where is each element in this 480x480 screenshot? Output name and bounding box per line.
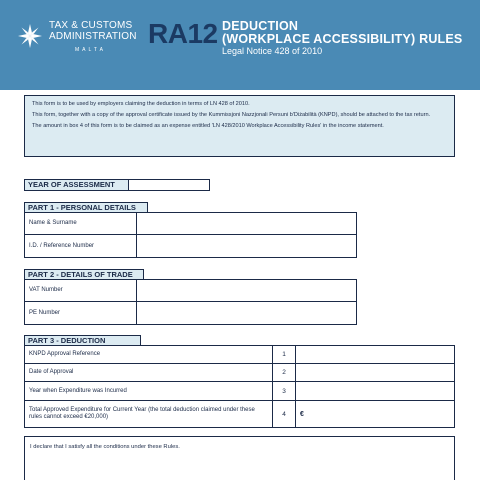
date-of-approval-label: Date of Approval [29, 369, 74, 375]
form-title-line-1: DEDUCTION [222, 19, 299, 33]
vat-number-field[interactable] [136, 280, 356, 301]
knpd-approval-reference-label: KNPD Approval Reference [29, 351, 101, 357]
vat-number-label: VAT Number [29, 287, 63, 293]
pe-number-label: PE Number [29, 309, 61, 316]
year-expenditure-field[interactable] [296, 382, 454, 400]
date-of-approval-field[interactable] [296, 364, 454, 381]
instruction-2: This form, together with a copy of the approval certificate issued by the Kummissjoni Nazzjonali Persuni b'Diżabilità (KNPD), should be attached to the tax return. [32, 112, 431, 118]
instruction-3: The amount in box 4 of this form is to be claimed as an expense entitled 'LN 428/2010 Workplace Accessibility Rules' in the income statement. [32, 123, 384, 129]
part-2-heading: PART 2 - DETAILS OF TRADE [24, 269, 144, 280]
box-3-number: 3 [272, 382, 296, 400]
table-row [25, 302, 356, 324]
total-expenditure-field[interactable]: € [300, 410, 304, 418]
table-row [25, 235, 356, 257]
table-row [25, 213, 356, 235]
form-subtitle: Legal Notice 428 of 2010 [222, 46, 323, 56]
box-4-number: 4 [272, 401, 296, 427]
name-surname-field[interactable] [136, 213, 356, 234]
org-line-3: MALTA [75, 47, 106, 53]
year-of-assessment-label: YEAR OF ASSESSMENT [24, 179, 129, 191]
box-2-number: 2 [272, 364, 296, 381]
table-row [25, 364, 454, 382]
form-title-line-2: (WORKPLACE ACCESSIBILITY) RULES [222, 32, 463, 46]
org-line-1: TAX & CUSTOMS [49, 20, 133, 31]
declaration-box [24, 436, 455, 480]
id-reference-field[interactable] [136, 235, 356, 257]
personal-details-table [24, 212, 357, 258]
knpd-approval-reference-field[interactable] [296, 346, 454, 363]
table-row [25, 382, 454, 401]
year-expenditure-label: Year when Expenditure was Incurred [29, 387, 127, 394]
org-line-2: ADMINISTRATION [49, 31, 137, 42]
pe-number-field[interactable] [136, 302, 356, 324]
form-title [222, 20, 462, 46]
part-3-heading: PART 3 - DEDUCTION [24, 335, 141, 346]
table-row [25, 280, 356, 302]
header-banner [0, 0, 480, 90]
organisation-name [49, 20, 137, 56]
form-code: RA12 [148, 18, 218, 49]
instructions-panel [24, 95, 455, 157]
declaration-text: I declare that I satisfy all the conditions under these Rules. [30, 444, 180, 450]
table-row [25, 401, 454, 427]
id-reference-label: I.D. / Reference Number [29, 242, 95, 249]
box-1-number: 1 [272, 346, 296, 363]
instruction-1: This form is to be used by employers claiming the deduction in terms of LN 428 of 2010. [32, 101, 250, 107]
name-surname-label: Name & Surname [29, 220, 77, 226]
part-1-heading: PART 1 - PERSONAL DETAILS [24, 202, 148, 213]
table-row [25, 346, 454, 364]
trade-details-table [24, 279, 357, 325]
cross-logo-icon [18, 24, 42, 48]
year-of-assessment-field[interactable] [128, 179, 210, 191]
deduction-table [24, 345, 455, 428]
total-expenditure-label: Total Approved Expenditure for Current Year (the total deduction claimed under these rules cannot exceed €20,000) [29, 407, 255, 420]
